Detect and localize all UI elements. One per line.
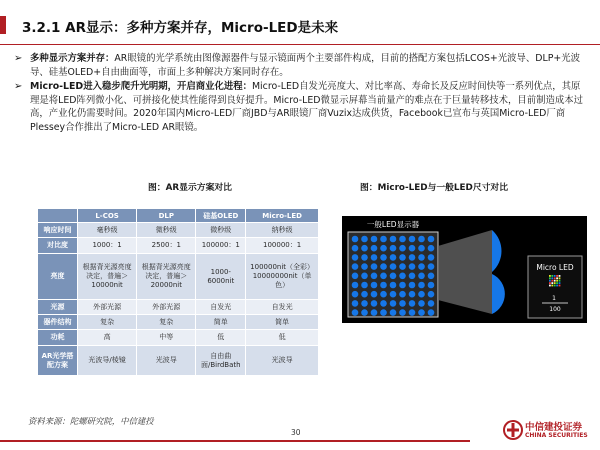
table-header-cell: L-COS: [78, 209, 137, 223]
led-dot: [352, 282, 359, 289]
table-cell: 外部光源: [78, 300, 137, 315]
micro-led-pixel: [554, 277, 556, 279]
micro-led-pixel: [549, 275, 551, 277]
led-dot: [399, 245, 406, 252]
row-header: 对比度: [38, 238, 78, 254]
led-dot: [380, 309, 387, 316]
ar-display-comparison-table: [37, 208, 319, 376]
led-dot: [409, 254, 416, 261]
micro-led-pixel: [559, 280, 561, 282]
title-bar: [0, 10, 600, 38]
led-dot: [380, 273, 387, 280]
micro-led-pixel: [551, 282, 553, 284]
table-row: [38, 315, 319, 330]
micro-led-pixel: [559, 275, 561, 277]
table-row: [38, 238, 319, 254]
table-header-cell: DLP: [137, 209, 196, 223]
figure-caption-left: 图：AR显示方案对比: [148, 183, 232, 193]
led-dot: [352, 245, 359, 252]
arrow-bullet-icon: ➢: [14, 81, 23, 93]
led-dot: [409, 236, 416, 243]
led-dot: [371, 263, 378, 270]
led-dot: [428, 282, 435, 289]
micro-led-pixel: [556, 285, 558, 287]
table-cell: 光波导/棱镜: [78, 346, 137, 376]
led-dot: [371, 245, 378, 252]
source-note: 资料来源：陀螺研究院，中信建投: [28, 416, 154, 426]
bullet-list: [14, 52, 589, 136]
table-cell: 低: [196, 330, 246, 346]
led-dot: [371, 309, 378, 316]
arrow-bullet-icon: ➢: [14, 53, 23, 64]
micro-led-pixel: [559, 277, 561, 279]
page-title: 3.2.1 AR显示：多种方案并存，Micro-LED是未来: [22, 20, 339, 36]
led-dot: [399, 309, 406, 316]
led-dot: [371, 254, 378, 261]
led-dot: [371, 291, 378, 298]
led-dot: [352, 300, 359, 307]
led-dot: [361, 291, 368, 298]
led-dot: [352, 273, 359, 280]
bullet-lead: 多种显示方案并存：: [30, 53, 115, 64]
led-dot: [418, 263, 425, 270]
table-cell: 低: [246, 330, 319, 346]
micro-led-pixel: [549, 282, 551, 284]
table-header-cell: Micro-LED: [246, 209, 319, 223]
micro-led-pixel: [556, 282, 558, 284]
row-header: 响应时间: [38, 223, 78, 238]
led-dot: [361, 300, 368, 307]
page-number: 30: [291, 428, 301, 437]
led-dot: [390, 245, 397, 252]
led-dot: [409, 245, 416, 252]
table-cell: 中等: [137, 330, 196, 346]
led-dot: [361, 254, 368, 261]
row-header: 器件结构: [38, 315, 78, 330]
led-dot: [409, 282, 416, 289]
micro-led-pixel: [554, 282, 556, 284]
led-dot: [399, 236, 406, 243]
led-panel-label: 一般LED显示器: [366, 220, 420, 229]
led-dot: [390, 263, 397, 270]
bullet-lead: Micro-LED进入稳步爬升光明期，开启商业化进程：: [30, 81, 252, 93]
micro-led-pixel: [551, 285, 553, 287]
ruler-start-label: 1: [552, 295, 556, 302]
led-dot: [428, 263, 435, 270]
led-dot: [418, 300, 425, 307]
led-dot: [399, 263, 406, 270]
led-dot: [399, 254, 406, 261]
table-cell: 外部光源: [137, 300, 196, 315]
micro-led-pixel: [551, 277, 553, 279]
led-dot: [399, 273, 406, 280]
led-dot: [428, 245, 435, 252]
table-cell: 100000：1: [246, 238, 319, 254]
led-dot: [361, 309, 368, 316]
led-size-comparison-diagram: [342, 216, 587, 323]
led-dot: [371, 300, 378, 307]
table-cell: 自由曲面/BirdBath: [196, 346, 246, 376]
led-dot: [380, 300, 387, 307]
table-row: [38, 254, 319, 300]
led-dot: [380, 263, 387, 270]
bullet-item: [14, 80, 589, 134]
table-cell: 复杂: [78, 315, 137, 330]
led-dot: [371, 273, 378, 280]
table-cell: 自发光: [196, 300, 246, 315]
table-header-cell: 硅基OLED: [196, 209, 246, 223]
table-cell: 根据背光源亮度决定，普遍＞10000nit: [78, 254, 137, 300]
footer-divider: [0, 440, 470, 442]
table-row: [38, 223, 319, 238]
table-cell: 根据背光源亮度决定，普遍＞20000nit: [137, 254, 196, 300]
micro-led-grid: [549, 275, 560, 286]
table-cell: 自发光: [246, 300, 319, 315]
title-divider: [0, 44, 600, 45]
table-cell: 复杂: [137, 315, 196, 330]
table-cell: 100000nit（全彩）10000000nit（单色）: [246, 254, 319, 300]
led-dot: [380, 245, 387, 252]
led-dot: [390, 236, 397, 243]
led-dot: [418, 245, 425, 252]
led-dot: [371, 236, 378, 243]
row-header: 功耗: [38, 330, 78, 346]
led-dot: [409, 263, 416, 270]
table-cell: 纳秒级: [246, 223, 319, 238]
table-row: [38, 346, 319, 376]
led-dot: [399, 300, 406, 307]
led-dot: [418, 291, 425, 298]
micro-led-pixel: [556, 280, 558, 282]
micro-led-pixel: [556, 275, 558, 277]
led-dot: [361, 263, 368, 270]
micro-led-pixel: [556, 277, 558, 279]
led-grid: [352, 236, 435, 316]
table-cell: 100000：1: [196, 238, 246, 254]
micro-led-pixel: [554, 285, 556, 287]
led-dot: [361, 245, 368, 252]
led-dot: [390, 309, 397, 316]
led-dot: [380, 254, 387, 261]
micro-led-pixel: [551, 275, 553, 277]
micro-led-pixel: [554, 275, 556, 277]
bullet-item: [14, 52, 589, 79]
row-header: 亮度: [38, 254, 78, 300]
led-dot: [409, 291, 416, 298]
led-dot: [380, 236, 387, 243]
micro-led-pixel: [559, 282, 561, 284]
micro-led-pixel: [549, 277, 551, 279]
led-dot: [352, 263, 359, 270]
led-dot: [418, 282, 425, 289]
table-cell: 1000-6000nit: [196, 254, 246, 300]
micro-led-pixel: [559, 285, 561, 287]
led-dot: [361, 273, 368, 280]
title-accent-bar: [0, 16, 6, 34]
led-dot: [390, 291, 397, 298]
micro-led-label: Micro LED: [536, 263, 574, 272]
row-header: AR光学搭配方案: [38, 346, 78, 376]
led-dot: [399, 282, 406, 289]
table-header-cell: [38, 209, 78, 223]
led-dot: [428, 300, 435, 307]
led-dot: [390, 300, 397, 307]
led-dot: [428, 291, 435, 298]
table-cell: 光波导: [246, 346, 319, 376]
led-dot: [428, 236, 435, 243]
table-cell: 简单: [196, 315, 246, 330]
led-dot: [418, 236, 425, 243]
led-diagram-svg: [342, 216, 587, 323]
led-dot: [399, 291, 406, 298]
table-header-row: [38, 209, 319, 223]
led-dot: [390, 282, 397, 289]
table-cell: 高: [78, 330, 137, 346]
bullet-text: AR眼镜的光学系统由图像源器件与显示镜面两个主要部件构成，目前的搭配方案包括LCOS+光波导、DLP+光波导、硅基OLED+自由曲面等，市面上多种解决方案同时存在。: [30, 53, 580, 78]
led-dot: [428, 273, 435, 280]
led-dot: [409, 309, 416, 316]
table-cell: 光波导: [137, 346, 196, 376]
micro-led-pixel: [549, 285, 551, 287]
table-cell: 1000：1: [78, 238, 137, 254]
led-dot: [380, 282, 387, 289]
led-dot: [361, 236, 368, 243]
table-cell: 毫秒级: [78, 223, 137, 238]
micro-led-pixel: [554, 280, 556, 282]
table-cell: 2500：1: [137, 238, 196, 254]
logo-text-cn: 中信建投证券: [525, 422, 583, 433]
table-cell: 简单: [246, 315, 319, 330]
led-dot: [380, 291, 387, 298]
ruler-end-label: 100: [549, 306, 561, 313]
table-row: [38, 300, 319, 315]
led-dot: [352, 236, 359, 243]
logo-text-en: CHINA SECURITIES: [525, 432, 588, 439]
table-row: [38, 330, 319, 346]
table-cell: 微秒级: [137, 223, 196, 238]
led-dot: [371, 282, 378, 289]
micro-led-pixel: [551, 280, 553, 282]
logo-emblem-icon: [503, 419, 523, 441]
led-dot: [361, 282, 368, 289]
led-dot: [428, 254, 435, 261]
led-dot: [418, 273, 425, 280]
led-dot: [418, 254, 425, 261]
led-dot: [352, 254, 359, 261]
led-dot: [418, 309, 425, 316]
led-dot: [409, 300, 416, 307]
figure-caption-right: 图：Micro-LED与一般LED尺寸对比: [360, 183, 509, 193]
table-cell: 微秒级: [196, 223, 246, 238]
led-dot: [390, 254, 397, 261]
row-header: 光源: [38, 300, 78, 315]
led-dot: [390, 273, 397, 280]
led-dot: [352, 291, 359, 298]
led-dot: [352, 309, 359, 316]
company-logo: [503, 417, 599, 445]
micro-led-pixel: [549, 280, 551, 282]
bullet-text: Micro-LED自发光亮度大、对比率高、寿命长及反应时间快等一系列优点，其原理是将LED阵列微小化、可拼接化使其性能得到良好提升。Micro-LED微显示屏幕当前量产的难点在于巨量转移技术，目前制造成本过高，产业化仍需要时间。2020年国内Micro-LED厂商JBD与AR眼镜厂商Vuzix达成供货，Facebook已宣布与英国Micro-LED厂商Plessey合作推出了Micro-LED AR眼镜。: [30, 81, 584, 133]
led-dot: [428, 309, 435, 316]
led-dot: [409, 273, 416, 280]
